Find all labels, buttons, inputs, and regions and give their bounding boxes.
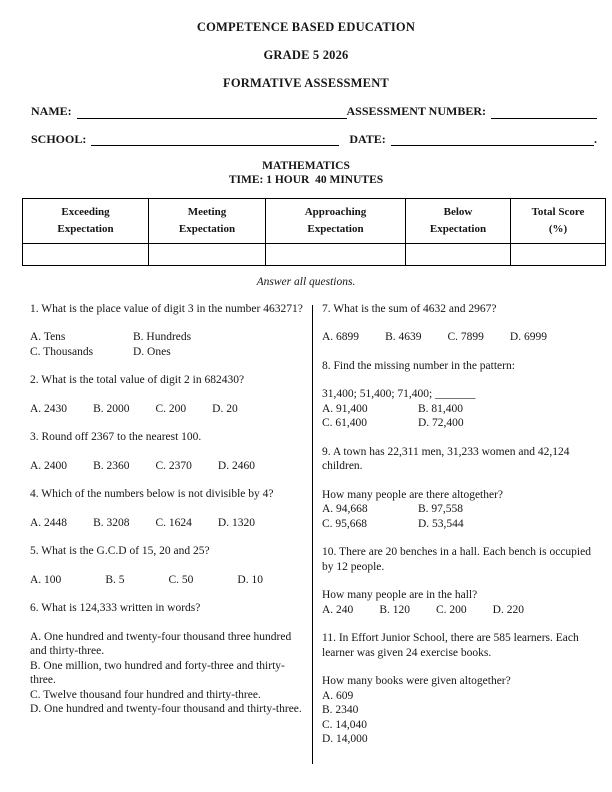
question-11-text: 11. In Effort Junior School, there are 585 learners. Each learner was given 24 exercise books. [322, 632, 579, 659]
score-header-meeting [149, 199, 266, 244]
score-cell-meeting [149, 244, 266, 266]
option-d: D. 220 [492, 603, 524, 616]
name-underline [77, 105, 347, 119]
option-c: C. 200 [155, 402, 187, 415]
score-table [22, 198, 606, 266]
score-header-line: Total Score [531, 206, 585, 218]
question-7-options [322, 330, 596, 345]
option-d: D. 6999 [509, 331, 547, 343]
option-d: D. 53,544 [418, 517, 464, 530]
option-b: B. 4639 [385, 331, 422, 343]
question-1-options [30, 330, 306, 359]
question-2 [30, 373, 306, 416]
question-9-subtext: How many people are there altogether? [322, 488, 504, 501]
name-label: NAME: [31, 104, 72, 118]
score-header-line: Expectation [307, 222, 364, 235]
score-cell-approaching [266, 244, 406, 266]
question-6-options [30, 630, 306, 717]
instruction: Answer all questions. [256, 276, 356, 288]
question-5-options [30, 573, 306, 588]
question-8-options [322, 402, 596, 431]
option-c: C. 61,400 [322, 417, 368, 429]
question-6-text: 6. What is 124,333 written in words? [30, 602, 201, 614]
question-5-text: 5. What is the G.C.D of 15, 20 and 25? [30, 545, 210, 557]
score-header-line: Below [443, 206, 473, 218]
question-11 [322, 631, 596, 747]
end-period: . [594, 131, 597, 146]
score-cell-below [406, 244, 511, 266]
option-a: A. 2400 [30, 459, 68, 472]
subject-block [0, 159, 612, 187]
option-c: C. 1624 [155, 516, 192, 529]
option-a: A. 2430 [30, 402, 68, 415]
option-c: C. Twelve thousand four hundred and thirty-three. [30, 688, 261, 701]
question-10-options [322, 603, 596, 618]
option-a: A. 609 [322, 689, 354, 702]
option-b: B. 97,558 [418, 503, 464, 515]
option-b: B. 5 [105, 573, 125, 586]
option-a: A. 91,400 [322, 402, 368, 415]
option-a: A. 240 [322, 603, 354, 616]
question-10 [322, 545, 596, 617]
score-header-line: Expectation [178, 222, 236, 235]
question-5 [30, 544, 306, 587]
score-header-exceeding [23, 199, 149, 244]
question-3-options [30, 459, 306, 474]
question-9-text: 9. A town has 22,311 men, 31,233 women and 42,124 children. [322, 445, 570, 472]
option-d: D. One hundred and twenty-four thousand and thirty-three. [30, 703, 302, 715]
doc-title: COMPETENCE BASED EDUCATION [196, 20, 416, 34]
question-7-text: 7. What is the sum of 4632 and 2967? [322, 302, 497, 315]
option-a: A. 94,668 [322, 503, 368, 515]
questions-left-column [30, 302, 306, 761]
column-divider [312, 305, 313, 764]
question-8-text: 8. Find the missing number in the pattern: [322, 359, 515, 372]
option-b: B. One million, two hundred and forty-three and thirty-three. [30, 659, 285, 686]
name-row [31, 104, 597, 119]
option-c: C. 7899 [447, 331, 484, 343]
assessment-number-label: ASSESSMENT NUMBER: [346, 104, 486, 118]
question-3-text: 3. Round off 2367 to the nearest 100. [30, 431, 202, 443]
questions-area [30, 302, 596, 761]
option-b: B. 2340 [322, 704, 359, 716]
option-d: D. 10 [237, 573, 263, 586]
question-8-pattern: 31,400; 51,400; 71,400; _______ [322, 388, 476, 400]
option-c: C. 14,040 [322, 718, 368, 731]
assessment-number-underline [491, 105, 597, 119]
question-2-text: 2. What is the total value of digit 2 in 682430? [30, 374, 245, 386]
doc-grade: GRADE 5 2026 [263, 48, 349, 62]
option-d: D. Ones [133, 345, 171, 358]
question-8 [322, 359, 596, 431]
option-d: D. 2460 [217, 459, 255, 472]
question-4-options [30, 516, 306, 531]
date-underline [391, 132, 594, 146]
question-11-subtext: How many books were given altogether? [322, 675, 511, 687]
question-1 [30, 302, 306, 360]
score-header-below [406, 199, 511, 244]
date-label: DATE: [349, 131, 386, 146]
score-cell-exceeding [23, 244, 149, 266]
school-underline [91, 132, 339, 146]
option-c: C. 95,668 [322, 517, 368, 530]
question-11-options [322, 689, 596, 747]
option-d: D. 20 [212, 402, 238, 415]
option-a: A. 2448 [30, 516, 68, 529]
score-header-line: Expectation [429, 222, 487, 235]
question-9-options [322, 502, 596, 531]
score-header-line: Expectation [57, 222, 114, 235]
question-4-text: 4. Which of the numbers below is not divisible by 4? [30, 488, 274, 500]
option-b: B. 81,400 [418, 402, 464, 415]
option-b: B. 3208 [93, 516, 130, 529]
option-b: B. 120 [379, 603, 410, 616]
option-c: C. 200 [435, 603, 467, 616]
question-2-options [30, 402, 306, 417]
question-6 [30, 601, 306, 717]
option-c: C. 2370 [155, 459, 192, 472]
school-label: SCHOOL: [31, 131, 87, 146]
option-a: A. 100 [30, 573, 62, 586]
option-a: A. 6899 [322, 331, 360, 343]
option-c: C. Thousands [30, 345, 94, 358]
score-cell-total [511, 244, 606, 266]
question-3 [30, 430, 306, 473]
question-7 [322, 302, 596, 345]
score-header-line: Meeting [187, 206, 227, 218]
option-b: B. 2360 [93, 459, 130, 472]
school-row [31, 132, 597, 147]
question-10-text: 10. There are 20 benches in a hall. Each bench is occupied by 12 people. [322, 546, 591, 573]
score-header-line: Exceeding [61, 206, 110, 218]
option-b: B. 2000 [93, 402, 130, 415]
option-d: D. 1320 [217, 516, 255, 529]
option-d: D. 14,000 [322, 733, 368, 745]
questions-right-column [306, 302, 596, 761]
question-9 [322, 445, 596, 532]
question-1-text: 1. What is the place value of digit 3 in the number 463271? [30, 302, 303, 315]
option-a: A. Tens [30, 331, 66, 343]
option-d: D. 72,400 [418, 417, 464, 429]
score-header-approaching [266, 199, 406, 244]
question-10-subtext: How many people are in the hall? [322, 589, 478, 601]
time-allowed: TIME: 1 HOUR 40 MINUTES [228, 174, 384, 186]
score-header-line: Approaching [304, 206, 367, 218]
score-table-header-row [23, 199, 606, 244]
option-b: B. Hundreds [133, 331, 192, 343]
subject-title: MATHEMATICS [262, 160, 350, 172]
score-table-empty-row [23, 244, 606, 266]
score-header-line: (%) [548, 222, 568, 235]
question-4 [30, 487, 306, 530]
doc-assessment-type: FORMATIVE ASSESSMENT [223, 76, 389, 90]
option-c: C. 50 [168, 573, 194, 586]
score-header-total [511, 199, 606, 244]
option-a: A. One hundred and twenty-four thousand three hundred and thirty-three. [30, 630, 292, 657]
